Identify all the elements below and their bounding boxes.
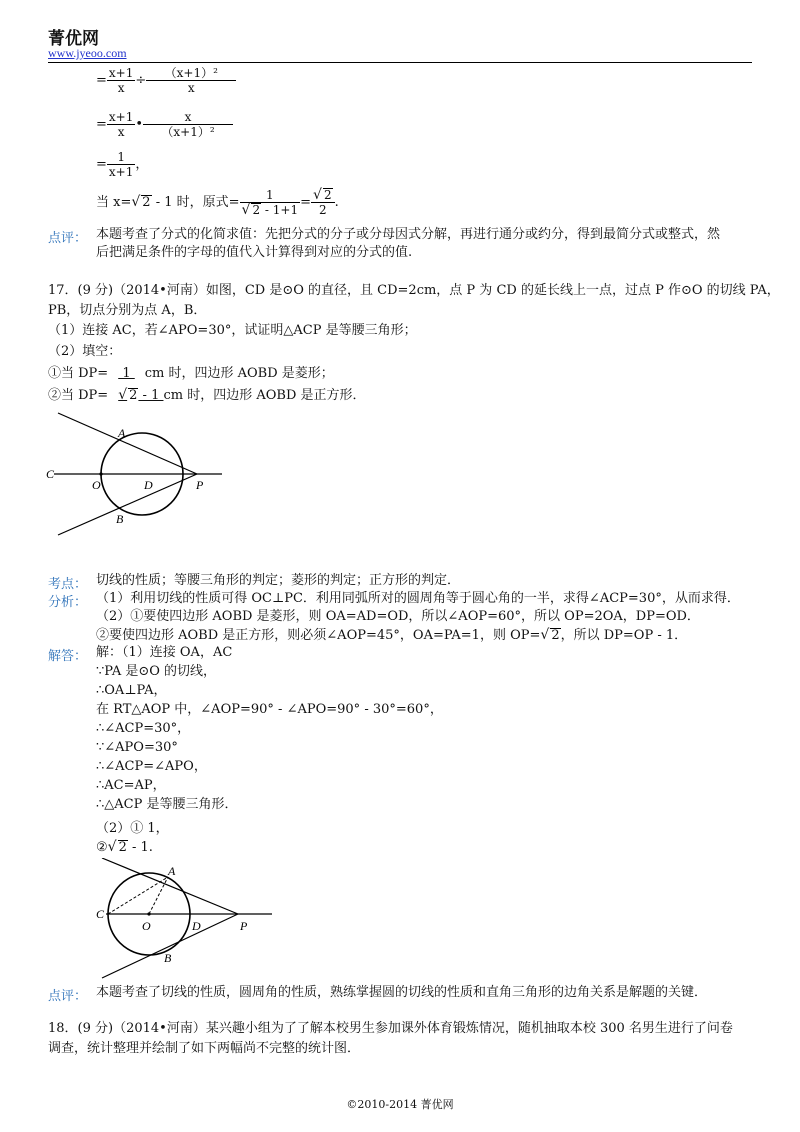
radicand: 2: [142, 195, 151, 210]
operator: •: [135, 117, 144, 132]
answer-blank: 1: [118, 366, 135, 381]
numerator: （x+1）²: [146, 66, 236, 81]
q18-stem-line1: 18．(9 分)（2014•河南）某兴趣小组为了了解本校男生参加课外体育锻炼情况，随机抽取本校 300 名男生进行了问卷: [48, 1021, 733, 1036]
solution-line: ∴AC=AP，: [96, 778, 166, 793]
label-o: O: [92, 478, 101, 492]
label-d: D: [192, 919, 201, 933]
fenxi-line3: [96, 627, 687, 644]
equals-sign: =: [300, 195, 312, 210]
prev-line-4: [96, 188, 339, 217]
text: ②当 DP=: [48, 388, 109, 403]
fraction: [240, 188, 301, 217]
sqrt-icon: √: [131, 194, 141, 210]
fraction: [311, 188, 335, 217]
answer-part2-1: （2）① 1，: [96, 821, 169, 836]
text: cm 时，四边形 AOBD 是菱形；: [144, 366, 334, 381]
prev-line-1: [96, 66, 236, 95]
label-c: C: [96, 907, 105, 921]
equals-sign: =: [96, 117, 107, 132]
fraction: [143, 110, 233, 139]
denominator: x: [187, 81, 195, 95]
fraction: [146, 66, 236, 95]
solution-line: ∴∠ACP=∠APO，: [96, 759, 207, 774]
comment-text-line1: 本题考查了分式的化简求值：先把分式的分子或分母因式分解，再进行通分或约分，得到最简分式或整式，然: [96, 227, 721, 242]
answer-blank: [108, 388, 163, 403]
label-b: B: [116, 512, 124, 526]
fenxi-line2: （2）①要使四边形 AOBD 是菱形，则 OA=AD=OD，所以∠AOP=60°，所以 OP=2OA，DP=OD．: [96, 609, 700, 624]
q18-stem-line2: 调查，统计整理并绘制了如下两幅尚不完整的统计图．: [48, 1041, 361, 1056]
center-point: [99, 472, 102, 475]
denominator: x: [117, 125, 125, 139]
fraction: [107, 66, 135, 95]
solution-line: ∴OA⊥PA，: [96, 683, 167, 698]
sqrt-icon: √: [107, 839, 117, 855]
comment-text-line2: 后把满足条件的字母的值代入计算得到对应的分式的值.: [96, 245, 413, 260]
period: .: [334, 195, 339, 210]
label-c: C: [46, 467, 55, 481]
site-brand: 菁优网: [48, 29, 99, 49]
equals-sign: =: [96, 157, 107, 172]
operator: ÷: [135, 73, 147, 88]
sqrt-icon: √: [313, 187, 322, 203]
label-a: A: [168, 864, 176, 878]
text: - 1: [138, 388, 164, 403]
kaodian-label: 考点：: [48, 577, 88, 592]
comment-text: 本题考查了切线的性质，圆周角的性质，熟练掌握圆的切线的性质和直角三角形的边角关系是解题的关键．: [96, 985, 708, 1000]
q17-part1: （1）连接 AC，若∠APO=30°，试证明△ACP 是等腰三角形；: [48, 323, 417, 338]
label-d: D: [144, 478, 153, 492]
label-a: A: [118, 426, 126, 440]
q17-stem-line2: PB，切点分别为点 A，B．: [48, 303, 207, 318]
fraction: [107, 110, 135, 139]
fraction: [107, 150, 135, 179]
radicand: 2: [118, 840, 127, 855]
solution-line: ∴∠ACP=30°，: [96, 721, 191, 736]
q17-figure: [40, 405, 230, 540]
label-o: O: [142, 919, 151, 933]
center-point: [147, 912, 150, 915]
comma: ，: [135, 157, 149, 172]
text: - 1+1: [261, 203, 299, 217]
footer-copyright: ©2010-2014 菁优网: [346, 1098, 454, 1111]
text: 当 x=: [96, 195, 132, 210]
solution-line: ∴△ACP 是等腰三角形．: [96, 797, 238, 812]
denominator: x+1: [108, 165, 134, 179]
radicand: 2: [252, 203, 261, 217]
solution-figure: [92, 858, 282, 983]
solution-line: 在 RT△AOP 中，∠AOP=90° - ∠APO=90° - 30°=60°，: [96, 702, 443, 717]
q17-fill2: [48, 387, 366, 404]
numerator: 1: [107, 150, 135, 165]
answer-part2-2: [96, 839, 153, 856]
label-p: P: [196, 478, 204, 492]
q17-fill1: [48, 366, 334, 382]
text: ②: [96, 840, 108, 855]
numerator: x: [143, 110, 233, 125]
denominator: （x+1）²: [161, 125, 215, 139]
equals-sign: =: [96, 73, 107, 88]
prev-line-3: [96, 150, 148, 179]
denominator: 2: [318, 203, 327, 217]
radicand: 2: [323, 188, 332, 202]
numerator: x+1: [108, 66, 134, 80]
numerator: x+1: [108, 110, 134, 124]
kaodian-text: 切线的性质；等腰三角形的判定；菱形的判定；正方形的判定．: [96, 573, 461, 588]
text: cm 时，四边形 AOBD 是正方形．: [163, 388, 366, 403]
denominator: x: [117, 81, 125, 95]
sqrt-icon: √: [540, 627, 550, 643]
text: - 1 时，原式=: [151, 195, 240, 210]
site-url-link[interactable]: www.jyeoo.com: [48, 46, 127, 60]
q17-part2: （2）填空：: [48, 344, 122, 359]
q17-stem-line1: 17．(9 分)（2014•河南）如图，CD 是⊙O 的直径，且 CD=2cm，点 P 为 CD 的延长线上一点，过点 P 作⊙O 的切线 PA，: [48, 283, 780, 298]
sqrt-icon: √: [241, 202, 251, 218]
jieda-label: 解答：: [48, 649, 88, 664]
fenxi-label: 分析：: [48, 595, 88, 610]
comment-label: 点评：: [48, 231, 88, 246]
tangent-pb: [58, 474, 197, 535]
text: ，所以 DP=OP - 1．: [560, 628, 688, 643]
numerator: [311, 188, 335, 203]
radicand: 2: [129, 388, 138, 403]
comment-label: 点评：: [48, 989, 88, 1004]
denominator: [240, 203, 301, 217]
solution-line: ∵∠APO=30°: [96, 740, 178, 755]
dashed-oa: [149, 877, 168, 914]
prev-line-2: [96, 110, 233, 139]
numerator: 1: [240, 188, 301, 203]
text: - 1.: [127, 840, 153, 855]
fenxi-line1: （1）利用切线的性质可得 OC⊥PC．利用同弧所对的圆周角等于圆心角的一半，求得∠ACP=30°，从而求得．: [96, 591, 740, 606]
solution-line: 解：（1）连接 OA，AC: [96, 645, 233, 660]
sqrt-icon: √: [118, 387, 128, 403]
radicand: 2: [551, 628, 560, 643]
label-b: B: [164, 951, 172, 965]
tangent-pa: [58, 413, 197, 474]
text: ②要使四边形 AOBD 是正方形，则必须∠AOP=45°，OA=PA=1，则 OP=: [96, 628, 541, 643]
solution-line: ∵PA 是⊙O 的切线，: [96, 664, 217, 679]
label-p: P: [240, 919, 248, 933]
header-divider: [48, 62, 752, 63]
text: ①当 DP=: [48, 366, 109, 381]
